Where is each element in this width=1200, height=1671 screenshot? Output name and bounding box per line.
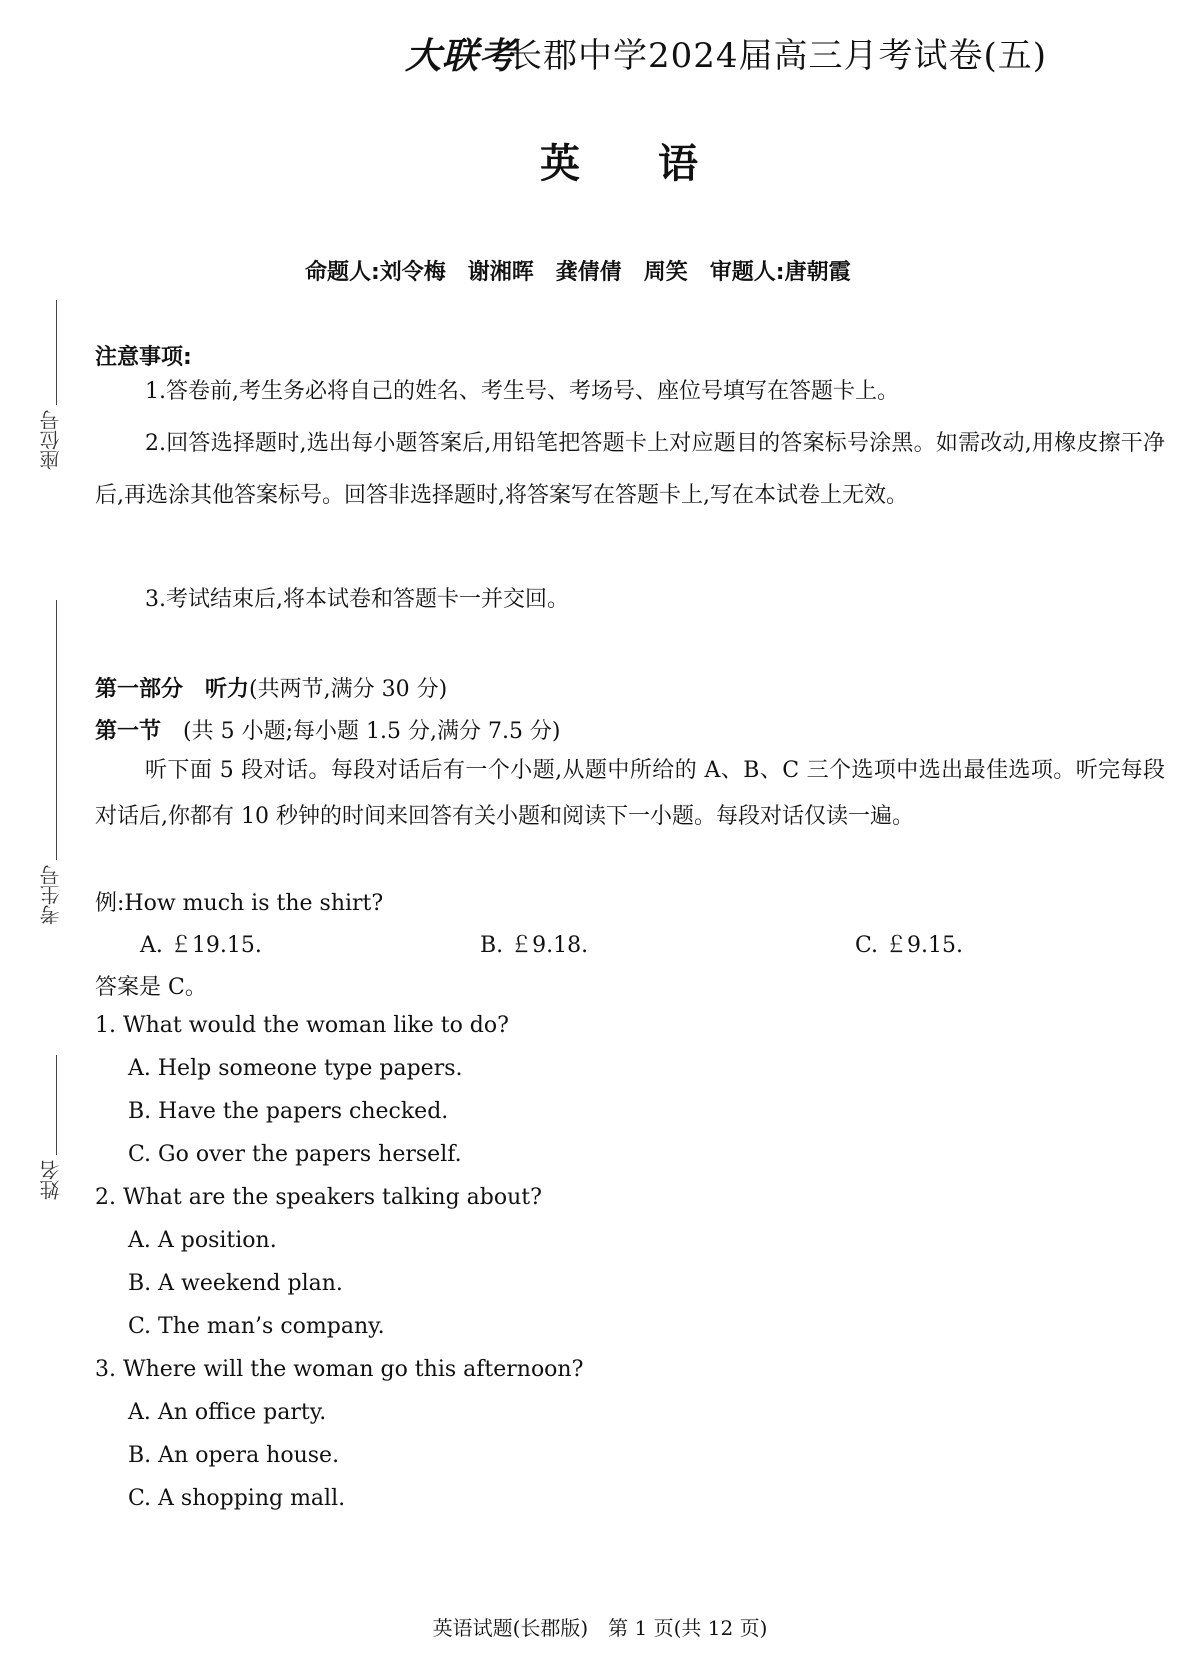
page-footer: 英语试题(长郡版) 第 1 页(共 12 页) (432, 1616, 768, 1640)
binding-line-middle (56, 600, 57, 860)
question-3-option-a: A. An office party. (128, 1400, 327, 1425)
binding-line-bottom (56, 1055, 57, 1155)
question-2-option-c: C. The man’s company. (128, 1314, 385, 1339)
section1-heading (95, 714, 561, 745)
example-option-b: B. ￡9.18. (480, 933, 589, 958)
question-3-option-c: C. A shopping mall. (128, 1486, 346, 1511)
question-1-option-c: C. Go over the papers herself. (128, 1142, 462, 1167)
question-3-stem: 3. Where will the woman go this afternoon? (95, 1357, 584, 1382)
exam-number-label: 考生号 (39, 865, 63, 925)
example-option-a: A. ￡19.15. (140, 933, 262, 958)
part1-heading-detail: (共两节,满分 30 分) (249, 677, 448, 702)
example-option-c: C. ￡9.15. (855, 933, 964, 958)
notice-item-2: 2.回答选择题时,选出每小题答案后,用铅笔把答题卡上对应题目的答案标号涂黑。如需改动,用橡皮擦干净后,再选涂其他答案标号。回答非选择题时,将答案写在答题卡上,写在本试卷上无效。 (95, 431, 1165, 508)
notice-item-1: 1.答卷前,考生务必将自己的姓名、考生号、考场号、座位号填写在答题卡上。 (145, 379, 899, 404)
exam-title: 长郡中学2024届高三月考试卷(五) (508, 36, 1048, 76)
part1-heading-bold: 第一部分 听力 (95, 677, 250, 702)
example-question: 例:How much is the shirt? (95, 891, 384, 916)
question-2-option-a: A. A position. (128, 1228, 277, 1253)
question-1-stem: 1. What would the woman like to do? (95, 1013, 509, 1038)
notice-item-3: 3.考试结束后,将本试卷和答题卡一并交回。 (145, 587, 569, 612)
student-name-label: 姓名 (39, 1160, 63, 1200)
section1-heading-detail: (共 5 小题;每小题 1.5 分,满分 7.5 分) (161, 719, 561, 744)
part1-heading (95, 672, 447, 703)
question-2-option-b: B. A weekend plan. (128, 1271, 343, 1296)
brand-logo-text: 大联考 (405, 35, 517, 77)
question-2-stem: 2. What are the speakers talking about? (95, 1185, 542, 1210)
question-3-option-b: B. An opera house. (128, 1443, 340, 1468)
binding-line-top (56, 300, 57, 405)
section1-heading-bold: 第一节 (95, 719, 162, 744)
question-1-option-a: A. Help someone type papers. (128, 1056, 463, 1081)
listening-instructions: 听下面 5 段对话。每段对话后有一个小题,从题中所给的 A、B、C 三个选项中选出最佳选项。听完每段对话后,你都有 10 秒钟的时间来回答有关小题和阅读下一小题。每段对话仅读一遍。 (95, 758, 1165, 829)
seat-number-label: 座位号 (39, 410, 63, 470)
notice-heading: 注意事项: (95, 345, 192, 370)
subject-title: 英语 (540, 141, 776, 187)
question-1-option-b: B. Have the papers checked. (128, 1099, 449, 1124)
authors-line: 命题人:刘令梅 谢湘晖 龚倩倩 周笑 审题人:唐朝霞 (305, 260, 851, 285)
example-answer: 答案是 C。 (95, 975, 207, 1000)
